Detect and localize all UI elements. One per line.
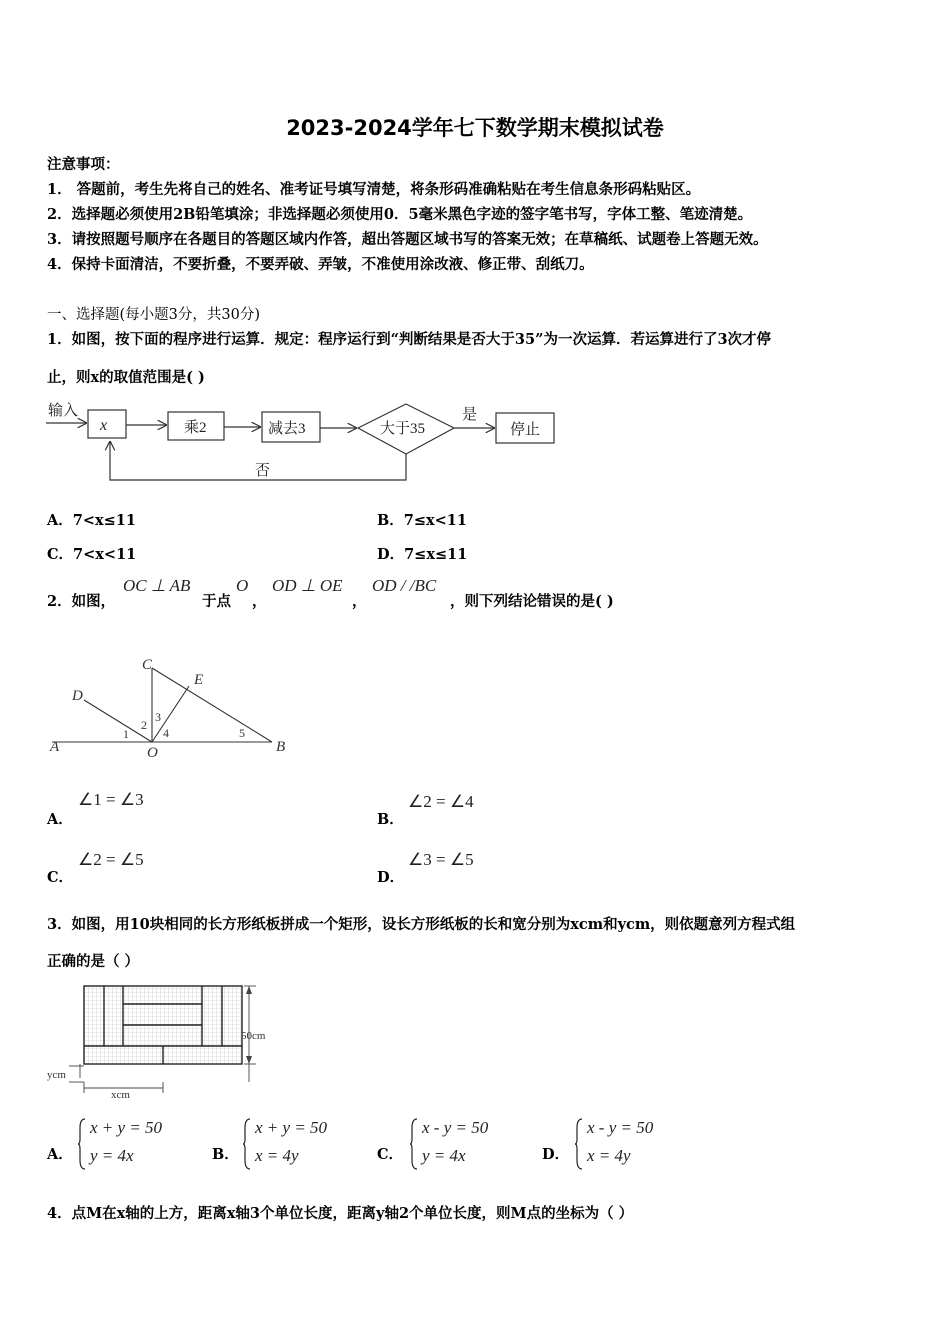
option-d[interactable]: D．: [542, 1146, 570, 1163]
flow-input-label: 输入: [48, 403, 79, 419]
option-b[interactable]: B．7≤x<11: [377, 512, 467, 529]
option-c-math: ∠2 = ∠5: [78, 850, 144, 869]
notice-heading: 注意事项：: [47, 156, 120, 173]
point-label: A: [50, 739, 60, 755]
y-label: ycm: [47, 1069, 66, 1081]
option-d[interactable]: D．: [377, 869, 405, 886]
flow-no-label: 否: [255, 463, 271, 479]
option-c[interactable]: C．7<x<11: [47, 546, 137, 563]
option-c[interactable]: C．: [377, 1146, 404, 1163]
point-label: D: [72, 688, 83, 704]
geometry-figure: [44, 650, 304, 765]
angle-label: 4: [163, 726, 169, 740]
question-1-text-cont: 止，则x的取值范围是( ): [47, 369, 205, 386]
point-label: E: [194, 672, 204, 688]
option-d[interactable]: D．7≤x≤11: [377, 546, 468, 563]
angle-label: 3: [155, 710, 161, 724]
angle-label: 1: [123, 727, 129, 741]
option-d-math: ∠3 = ∠5: [408, 850, 474, 869]
option-b[interactable]: B．: [377, 811, 404, 828]
flow-x-label: x: [100, 417, 108, 434]
option-a-math: ∠1 = ∠3: [78, 790, 144, 809]
flowchart-diagram: [44, 398, 564, 490]
math-expression: O: [236, 576, 249, 595]
notice-item: 4．保持卡面清洁，不要折叠，不要弄破、弄皱，不准使用涂改液、修正带、刮纸刀。: [47, 256, 594, 273]
point-label: O: [147, 745, 158, 761]
x-label: xcm: [111, 1089, 130, 1101]
height-label: 50cm: [241, 1030, 266, 1042]
section-heading: 一、选择题(每小题3分，共30分): [47, 307, 260, 323]
option-c[interactable]: C．: [47, 869, 74, 886]
option-b[interactable]: B．: [212, 1146, 239, 1163]
option-b-math: ∠2 = ∠4: [408, 792, 474, 811]
option-a[interactable]: A．7<x≤11: [47, 512, 136, 529]
question-2-text: ，: [352, 593, 367, 610]
page-title: 2023-2024学年七下数学期末模拟试卷: [286, 116, 664, 140]
angle-label: 5: [239, 726, 245, 740]
question-2-text: 于点: [202, 593, 231, 610]
point-label: B: [276, 739, 286, 755]
math-expression: OD ⊥ OE: [272, 576, 343, 595]
point-label: C: [142, 657, 153, 673]
angle-label: 2: [141, 718, 147, 732]
option-a[interactable]: A．: [47, 811, 73, 828]
notice-item: 1． 答题前，考生先将自己的姓名、准考证号填写清楚，将条形码准确粘贴在考生信息条形码粘贴区。: [47, 181, 701, 198]
option-a[interactable]: A．: [47, 1146, 73, 1163]
rectangle-figure: [44, 980, 284, 1102]
question-2-prefix: 2．如图，: [47, 593, 116, 610]
flow-yes-label: 是: [462, 407, 478, 423]
question-2-text: ，: [252, 593, 267, 610]
math-expression: OC ⊥ AB: [123, 576, 191, 595]
notice-item: 2．选择题必须使用2B铅笔填涂；非选择题必须使用0．5毫米黑色字迹的签字笔书写，字体工整、笔迹清楚。: [47, 206, 753, 223]
flow-stop-label: 停止: [510, 422, 541, 438]
question-1-text: 1．如图，按下面的程序进行运算．规定：程序运行到“判断结果是否大于35”为一次运算．若运算进行了3次才停: [47, 331, 772, 348]
question-3-text: 3．如图，用10块相同的长方形纸板拼成一个矩形，设长方形纸板的长和宽分别为xcm和ycm，则依题意列方程式组: [47, 916, 796, 933]
question-3-text-cont: 正确的是（ ）: [47, 953, 140, 970]
flow-cond-label: 大于35: [380, 421, 426, 437]
question-4-text: 4．点M在x轴的上方，距离x轴3个单位长度，距离y轴2个单位长度，则M点的坐标为（ ）: [47, 1205, 634, 1222]
flow-sub-label: 减去3: [268, 421, 306, 437]
notice-item: 3．请按照题号顺序在各题目的答题区域内作答，超出答题区域书写的答案无效；在草稿纸、试题卷上答题无效。: [47, 231, 768, 248]
question-2-text: ，则下列结论错误的是( ): [450, 593, 614, 610]
flow-mul-label: 乘2: [184, 420, 207, 436]
math-expression: OD / /BC: [372, 576, 437, 595]
